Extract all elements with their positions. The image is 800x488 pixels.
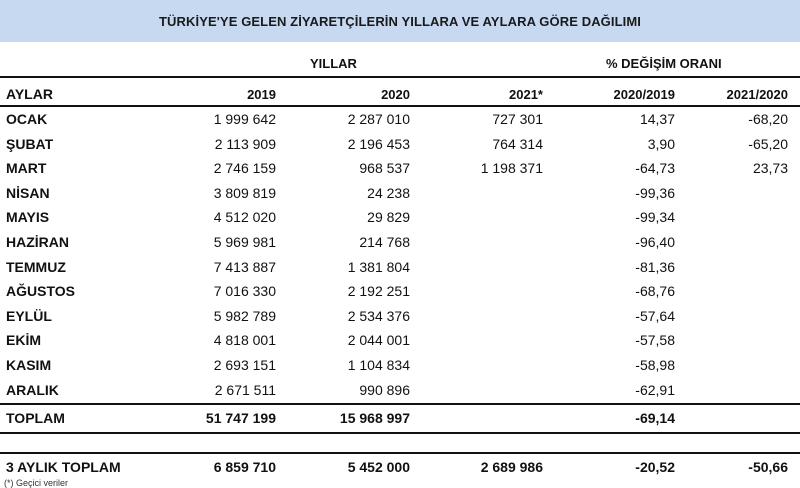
quarter-divider-top [0, 452, 800, 454]
quarter-total-2019: 6 859 710 [213, 459, 276, 475]
total-divider-bottom [0, 432, 800, 434]
table-title: TÜRKİYE'YE GELEN ZİYARETÇİLERİN YILLARA VE AYLARA GÖRE DAĞILIMI [0, 0, 800, 42]
row-2021-2020: 23,73 [752, 160, 788, 176]
row-month: ŞUBAT [6, 136, 54, 152]
row-2020-2019: -99,34 [635, 209, 675, 225]
row-2021: 764 314 [492, 136, 543, 152]
row-2020: 2 534 376 [347, 308, 410, 324]
row-2020-2019: 3,90 [647, 136, 675, 152]
row-2020: 1 104 834 [347, 357, 410, 373]
row-2020-2019: -81,36 [635, 259, 675, 275]
row-2019: 4 818 001 [213, 332, 276, 348]
header-divider-top [0, 76, 800, 78]
col-header-2021: 2021* [509, 87, 543, 102]
row-2020-2019: -99,36 [635, 185, 675, 201]
row-month: KASIM [6, 357, 52, 373]
row-2020: 24 238 [367, 185, 410, 201]
row-2020-2019: -57,58 [635, 332, 675, 348]
footnote: (*) Geçici veriler [4, 478, 69, 488]
row-2020: 2 196 453 [347, 136, 410, 152]
total-2019: 51 747 199 [205, 410, 276, 426]
col-header-month: AYLAR [6, 86, 53, 102]
row-2019: 2 671 511 [214, 382, 276, 398]
row-month: EYLÜL [6, 308, 52, 324]
row-2020-2019: -58,98 [635, 357, 675, 373]
row-2020: 968 537 [359, 160, 410, 176]
row-2019: 1 999 642 [213, 111, 276, 127]
row-2019: 7 413 887 [213, 259, 276, 275]
row-2019: 3 809 819 [213, 185, 276, 201]
row-2020: 214 768 [359, 234, 410, 250]
row-2021-2020: -65,20 [748, 136, 788, 152]
row-2020: 1 381 804 [347, 259, 410, 275]
row-2019: 2 746 159 [213, 160, 276, 176]
row-month: ARALIK [6, 382, 59, 398]
col-header-2020-2019: 2020/2019 [613, 87, 675, 102]
row-2020-2019: 14,37 [639, 111, 675, 127]
row-2019: 5 969 981 [213, 234, 276, 250]
row-2021: 727 301 [492, 111, 543, 127]
row-2020-2019: -68,76 [635, 283, 675, 299]
quarter-total-2020-2019: -20,52 [635, 459, 675, 475]
row-2020-2019: -96,40 [635, 234, 675, 250]
row-month: NİSAN [6, 185, 50, 201]
row-month: TEMMUZ [6, 259, 66, 275]
row-2021: 1 198 371 [480, 160, 543, 176]
row-2019: 7 016 330 [213, 283, 276, 299]
row-2020-2019: -62,91 [635, 382, 675, 398]
row-month: MAYIS [6, 209, 50, 225]
total-2020: 15 968 997 [339, 410, 410, 426]
row-2019: 4 512 020 [213, 209, 276, 225]
quarter-total-2021: 2 689 986 [480, 459, 543, 475]
row-2019: 2 693 151 [213, 357, 276, 373]
row-month: MART [6, 160, 47, 176]
group-header-change: % DEĞİŞİM ORANI [606, 56, 722, 71]
row-2020: 990 896 [359, 382, 410, 398]
col-header-2021-2020: 2021/2020 [726, 87, 788, 102]
col-header-2020: 2020 [381, 87, 410, 102]
row-2020-2019: -64,73 [635, 160, 675, 176]
col-header-2019: 2019 [247, 87, 276, 102]
quarter-total-2021-2020: -50,66 [748, 459, 788, 475]
total-2020-2019: -69,14 [635, 410, 675, 426]
row-2021-2020: -68,20 [748, 111, 788, 127]
row-2020-2019: -57,64 [635, 308, 675, 324]
row-2019: 5 982 789 [213, 308, 276, 324]
row-2020: 2 192 251 [347, 283, 410, 299]
row-month: OCAK [6, 111, 48, 127]
row-2020: 2 287 010 [347, 111, 410, 127]
row-month: AĞUSTOS [6, 283, 75, 299]
group-header-years: YILLAR [310, 56, 357, 71]
header-divider-bottom [0, 105, 800, 107]
row-2020: 2 044 001 [347, 332, 410, 348]
total-label: TOPLAM [6, 410, 65, 426]
quarter-total-2020: 5 452 000 [347, 459, 410, 475]
row-month: HAZİRAN [6, 234, 69, 250]
quarter-total-label: 3 AYLIK TOPLAM [6, 459, 121, 475]
row-2019: 2 113 909 [214, 136, 276, 152]
total-divider-top [0, 403, 800, 405]
row-2020: 29 829 [367, 209, 410, 225]
row-month: EKİM [6, 332, 41, 348]
